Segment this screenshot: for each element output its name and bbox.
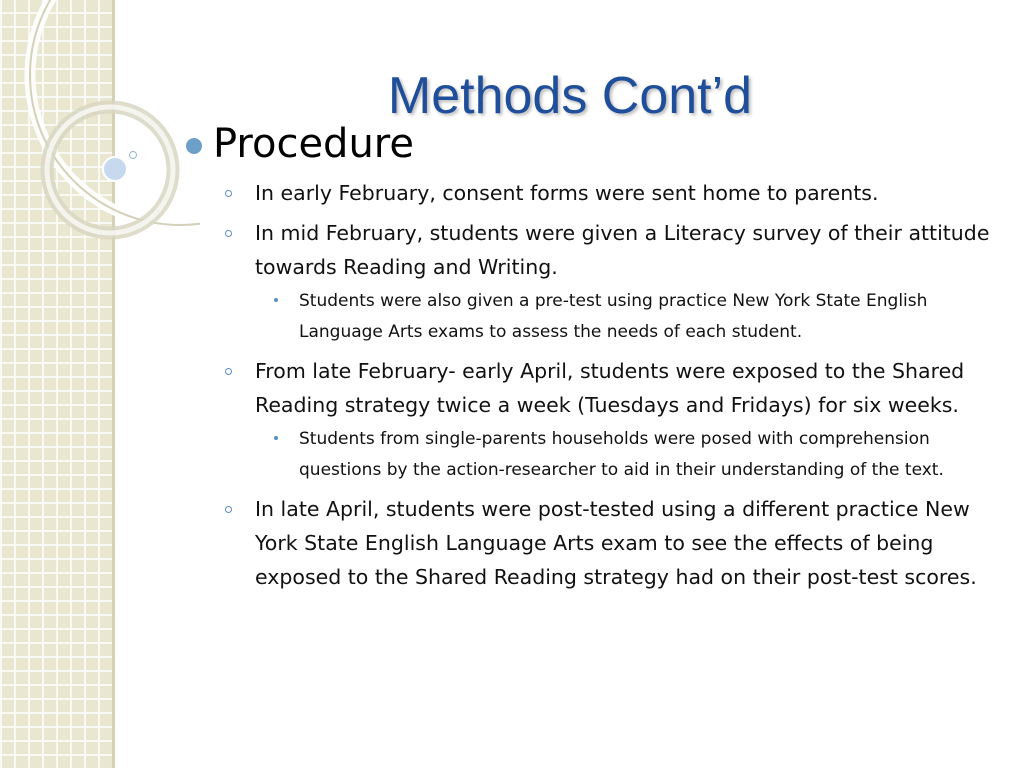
list-item xyxy=(186,176,1006,210)
list-item-text: In early February, consent forms were sent home to parents. xyxy=(255,181,879,205)
slide-title: Methods Cont’d xyxy=(387,67,753,125)
list-item xyxy=(186,492,1006,594)
ring-bullet-icon xyxy=(225,368,232,375)
decorative-circles-graphic xyxy=(0,0,200,300)
list-item-text: In late April, students were post-tested using a different practice New York State English Language Arts exam to see the effects of being exposed to the Shared Reading strategy had on their post-test scores. xyxy=(255,497,977,589)
sub-list-item xyxy=(186,424,1006,486)
list-item-text: In mid February, students were given a Literacy survey of their attitude towards Reading and Writing. xyxy=(255,221,990,279)
slide-content xyxy=(186,114,1006,594)
ring-bullet-icon xyxy=(225,190,232,197)
list-item xyxy=(186,216,1006,284)
ring-bullet-icon xyxy=(225,506,232,513)
ring-bullet-icon xyxy=(225,230,232,237)
sub-list-item-text: Students from single-parents households were posed with comprehension questions by the action-researcher to aid in their understanding of the text. xyxy=(299,429,944,480)
sub-list-item xyxy=(186,286,1006,348)
small-dot-bullet-icon xyxy=(274,436,278,440)
heading-bullet xyxy=(186,114,1006,174)
list-item xyxy=(186,354,1006,422)
small-dot-bullet-icon xyxy=(274,298,278,302)
sub-list-item-text: Students were also given a pre-test using practice New York State English Language Arts exams to assess the needs of each student. xyxy=(299,291,928,342)
bullet-dot-icon xyxy=(186,138,202,154)
list-item-text: From late February- early April, students were exposed to the Shared Reading strategy twice a week (Tuesdays and Fridays) for six weeks. xyxy=(255,359,965,417)
section-heading: Procedure xyxy=(213,121,414,167)
